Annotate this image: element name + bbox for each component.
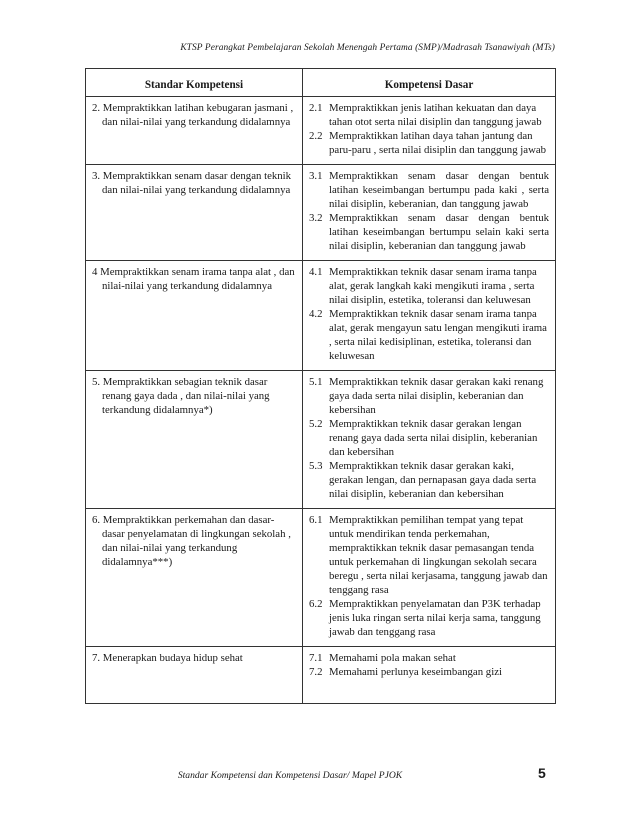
kd-cell <box>303 371 556 509</box>
column-header-kompetensi-dasar: Kompetensi Dasar <box>303 69 556 97</box>
kd-number: 4.1 <box>309 266 323 278</box>
table-row <box>86 509 556 647</box>
kd-text: Mempraktikkan teknik dasar gerakan kaki, gerakan lengan, dan pernapasan gaya dada serta nilai disiplin, keberanian dan kebersihan <box>329 460 537 500</box>
kd-cell <box>303 165 556 261</box>
sk-text: 3. Mempraktikkan senam dasar dengan teknik dan nilai-nilai yang terkandung didalamnya <box>92 170 292 196</box>
competency-table <box>85 68 556 704</box>
kd-text: Memahami pola makan sehat <box>329 652 456 664</box>
kd-number: 7.2 <box>309 666 323 678</box>
kd-cell <box>303 261 556 371</box>
sk-text: 2. Mempraktikkan latihan kebugaran jasmani , dan nilai-nilai yang terkandung didalamnya <box>92 102 294 128</box>
kd-number: 4.2 <box>309 308 323 320</box>
kd-item <box>309 417 549 459</box>
kd-item <box>309 459 549 501</box>
sk-cell <box>86 371 303 509</box>
kd-number: 6.1 <box>309 514 323 526</box>
kd-item <box>309 129 549 157</box>
kd-text: Mempraktikkan senam dasar dengan bentuk latihan keseimbangan bertumpu selain kaki serta nilai disiplin, keberanian dan tanggung jawab <box>329 212 549 252</box>
sk-cell <box>86 261 303 371</box>
kd-number: 7.1 <box>309 652 323 664</box>
running-header: KTSP Perangkat Pembelajaran Sekolah Menengah Pertama (SMP)/Madrasah Tsanawiyah (MTs) <box>180 43 555 53</box>
kd-text: Memahami perlunya keseimbangan gizi <box>329 666 502 678</box>
kd-number: 2.2 <box>309 130 323 142</box>
table-row <box>86 261 556 371</box>
kd-text: Mempraktikkan teknik dasar senam irama tanpa alat, gerak mengayun satu lengan mengikuti irama , serta nilai kedisiplinan, estetika, toleransi dan keluwesan <box>329 308 547 362</box>
kd-item <box>309 665 549 679</box>
sk-cell <box>86 97 303 165</box>
sk-text: 5. Mempraktikkan sebagian teknik dasar renang gaya dada , dan nilai-nilai yang terkandung didalamnya*) <box>92 376 270 416</box>
kd-text: Mempraktikkan penyelamatan dan P3K terhadap jenis luka ringan serta nilai kerja sama, tanggung jawab dan tenggang rasa <box>329 598 541 638</box>
kd-text: Mempraktikkan teknik dasar senam irama tanpa alat, gerak langkah kaki mengikuti irama , serta nilai disiplin, estetika, toleransi dan keluwesan <box>329 266 537 306</box>
kd-item <box>309 375 549 417</box>
kd-number: 3.1 <box>309 170 323 182</box>
running-footer: Standar Kompetensi dan Kompetensi Dasar/ Mapel PJOK <box>177 770 403 781</box>
kd-text: Mempraktikkan teknik dasar gerakan kaki renang gaya dada serta nilai disiplin, keberanian dan kebersihan <box>329 376 544 416</box>
kd-number: 5.3 <box>309 460 323 472</box>
kd-number: 2.1 <box>309 102 323 114</box>
table-row <box>86 165 556 261</box>
table-row <box>86 97 556 165</box>
kd-text: Mempraktikkan jenis latihan kekuatan dan daya tahan otot serta nilai disiplin dan tanggung jawab <box>329 102 542 128</box>
kd-item <box>309 513 549 597</box>
kd-text: Mempraktikkan latihan daya tahan jantung dan paru-paru , serta nilai disiplin dan tanggung jawab <box>329 130 547 156</box>
kd-item <box>309 169 549 211</box>
table-row <box>86 647 556 704</box>
sk-cell <box>86 647 303 704</box>
table-row <box>86 371 556 509</box>
kd-text: Mempraktikkan pemilihan tempat yang tepat untuk mendirikan tenda perkemahan, mempraktikkan teknik dasar pemasangan tenda untuk perkemahan di lingkungan sekolah secara beregu , serta nilai kerjasama, tanggung jawab dan tenggang rasa <box>329 514 548 596</box>
sk-text: 7. Menerapkan budaya hidup sehat <box>92 652 243 664</box>
sk-cell <box>86 165 303 261</box>
kd-item <box>309 265 549 307</box>
sk-cell <box>86 509 303 647</box>
page-number: 5 <box>538 765 546 781</box>
kd-item <box>309 651 549 665</box>
kd-item <box>309 307 549 363</box>
kd-text: Mempraktikkan teknik dasar gerakan lengan renang gaya dada serta nilai disiplin, keberanian dan kebersihan <box>329 418 538 458</box>
kd-cell <box>303 97 556 165</box>
column-header-standar-kompetensi: Standar Kompetensi <box>86 69 303 97</box>
sk-text: 6. Mempraktikkan perkemahan dan dasar-dasar penyelamatan di lingkungan sekolah , dan nilai-nilai yang terkandung didalamnya***) <box>92 514 291 568</box>
kd-number: 5.2 <box>309 418 323 430</box>
kd-cell <box>303 647 556 704</box>
kd-item <box>309 597 549 639</box>
kd-number: 5.1 <box>309 376 323 388</box>
kd-item <box>309 101 549 129</box>
sk-text: 4 Mempraktikkan senam irama tanpa alat , dan nilai-nilai yang terkandung didalamnya <box>92 266 295 292</box>
table-header-row <box>86 69 556 97</box>
kd-cell <box>303 509 556 647</box>
kd-number: 3.2 <box>309 212 323 224</box>
kd-number: 6.2 <box>309 598 323 610</box>
kd-item <box>309 211 549 253</box>
kd-text: Mempraktikkan senam dasar dengan bentuk latihan keseimbangan bertumpu pada kaki , serta nilai disiplin, keberanian, dan tanggung jawab <box>329 170 549 210</box>
